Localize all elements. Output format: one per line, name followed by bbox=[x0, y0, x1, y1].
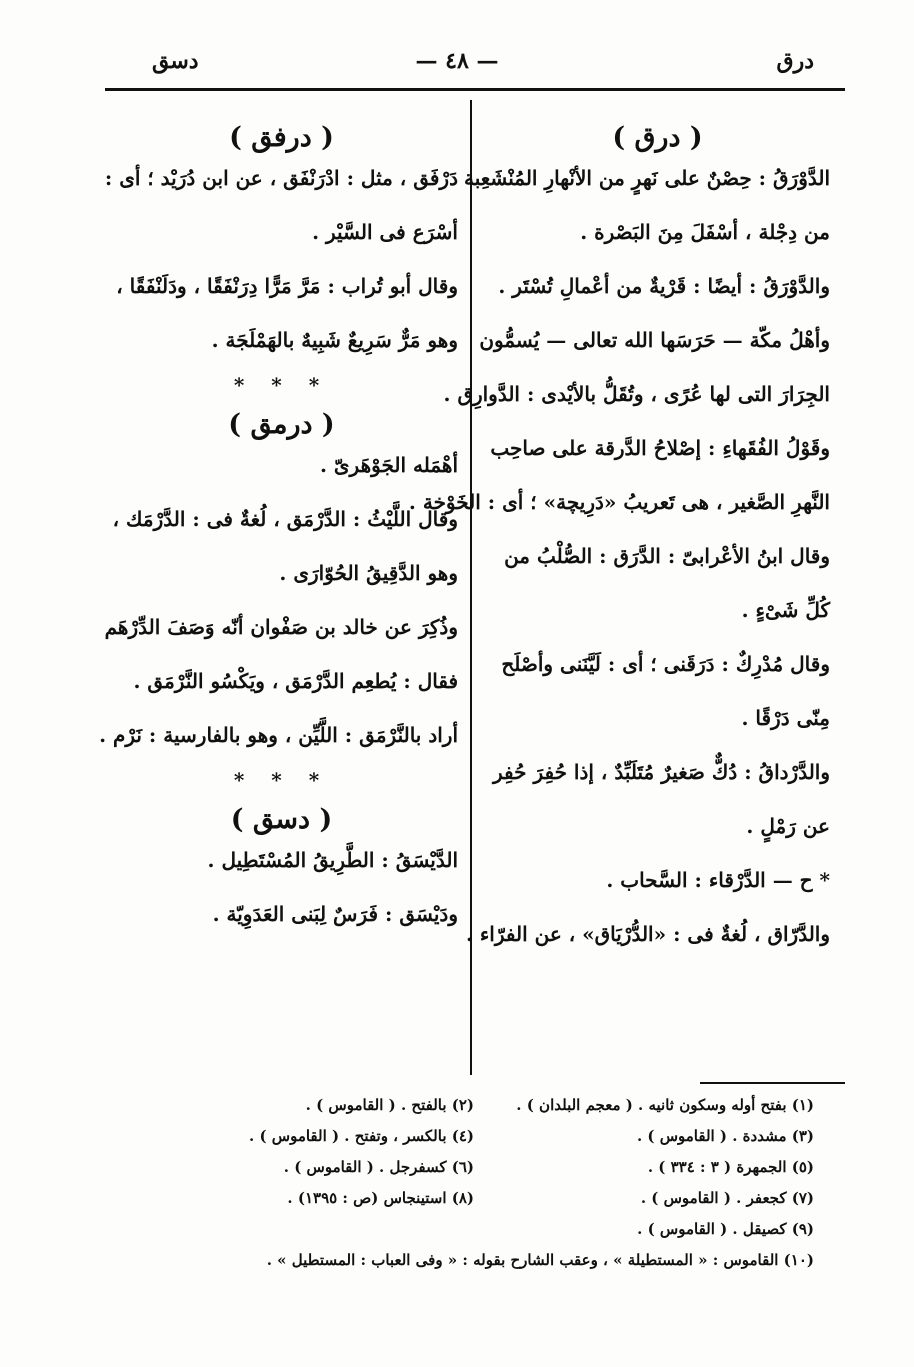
text-line: وأهْلُ مكّة — حَرَسَها الله تعالى — يُسمُّون bbox=[479, 328, 830, 352]
text-line: وقَوْلُ الفُقَهاءِ : إصْلاحُ الدَّرقة على صاحِب bbox=[490, 436, 830, 460]
page-number: — ٤٨ — bbox=[415, 48, 499, 74]
footnote-10: (١٠) القاموس : « المستطيلة » ، وعقب الشارح بقوله : « وفى العباب : المستطيل » . bbox=[266, 1251, 814, 1269]
footnote-4: (٤) بالكسر ، وتفتح . ( القاموس ) . bbox=[249, 1127, 474, 1145]
footnote-8: (٨) استينجاس (ص : ١٣٩٥) . bbox=[287, 1189, 474, 1207]
header-rule bbox=[105, 88, 845, 91]
entry-heading: ( درمق ) bbox=[228, 409, 335, 440]
text-line: أسْرَع فى السَّيْر . bbox=[312, 220, 458, 244]
text-line: أهْمَله الجَوْهَرىّ . bbox=[319, 453, 458, 477]
left-column bbox=[99, 118, 458, 953]
section-separator: * * * bbox=[233, 768, 330, 792]
footnote-rule bbox=[700, 1082, 845, 1084]
text-line: وقال اللَّيْثُ : الدَّرْمَق ، لُغةٌ فى : الدَّرْمَك ، bbox=[112, 507, 458, 531]
text-line: أراد بالنَّرْمَق : اللَّيِّن ، وهو بالفارسية : نَرْم . bbox=[99, 723, 458, 747]
footnote-9: (٩) كصيقل . ( القاموس ) . bbox=[637, 1220, 814, 1238]
footnote-2: (٢) بالفتح . ( القاموس ) . bbox=[305, 1096, 474, 1114]
text-line: دَرْفَق ، مثل : ادْرَنْفَق ، عن ابن دُرَيْد ؛ أى : bbox=[104, 166, 458, 190]
text-line: مِنّى دَرْقًا . bbox=[741, 706, 830, 730]
text-line: * ح — الدَّرْقاء : السَّحاب . bbox=[606, 868, 830, 892]
running-head-left: دسق bbox=[152, 48, 199, 74]
running-head-right: درق bbox=[776, 48, 814, 74]
text-line: وهو مَرٌّ سَرِيعٌ شَبِيهٌ بالهَمْلَجَة . bbox=[211, 328, 458, 352]
text-line: النَّهرِ الصَّغير ، هى تَعريبُ «دَرِيچة» ؛ أى : الخَوْخة . bbox=[408, 490, 830, 514]
entry-heading: ( درق ) bbox=[612, 122, 703, 153]
text-line: فقال : يُطعِم الدَّرْمَق ، ويَكْسُو النَّرْمَق . bbox=[133, 669, 458, 693]
footnote-3: (٣) مشددة . ( القاموس ) . bbox=[636, 1127, 814, 1145]
footnote-6: (٦) كسفرجل . ( القاموس ) . bbox=[283, 1158, 474, 1176]
text-line: وقال مُدْرِكٌ : دَرَقَنى ؛ أى : لَيَّنَنى وأصْلَح bbox=[501, 652, 830, 676]
text-line: والدَّرّاق ، لُغةٌ فى : «الدُّرْيَاق» ، عن الفرّاء . bbox=[465, 922, 830, 946]
text-line: وذُكِرَ عن خالد بن صَفْوان أنّه وَصَفَ الدِّرْهَم bbox=[104, 615, 458, 639]
text-line: الجِرَارَ التى لها عُرًى ، وتُقَلُّ بالأيْدى : الدَّوارِق . bbox=[443, 382, 830, 406]
text-line: وقال ابنُ الأعْرابىّ : الدَّرَق : الصُّلْبُ من bbox=[504, 544, 830, 568]
text-line: من دِجْلة ، أسْفَلَ مِنَ البَصْرة . bbox=[580, 220, 830, 244]
footnote-1: (١) بفتح أوله وسكون ثانيه . ( معجم البلدان ) . bbox=[516, 1096, 814, 1114]
entry-heading: ( درفق ) bbox=[229, 122, 334, 153]
right-column bbox=[408, 118, 830, 973]
text-line: وهو الدَّقِيقُ الحُوّارَى . bbox=[279, 561, 458, 585]
text-line: الدَّوْرَقُ : حِصْنٌ على نَهرٍ من الأنْهارِ المُنْشَعِبة bbox=[463, 166, 830, 190]
text-line: كُلِّ شَىْءٍ . bbox=[741, 598, 830, 622]
entry-heading: ( دسق ) bbox=[230, 804, 333, 835]
text-line: عن رَمْلٍ . bbox=[746, 814, 830, 838]
text-line: وقال أبو تُراب : مَرَّ مَرًّا دِرَنْفَقًا ، ودَلَنْفَقًا ، bbox=[116, 274, 458, 298]
footnote-7: (٧) كجعفر . ( القاموس ) . bbox=[640, 1189, 814, 1207]
text-line: ودَيْسَق : فَرَسٌ لِبَنى العَدَوِيّة . bbox=[212, 902, 458, 926]
section-separator: * * * bbox=[233, 373, 330, 397]
text-line: والدَّرْداقُ : دُكٌّ صَغيرٌ مُتَلَبِّدٌ ، إذا حُفِرَ حُفِر bbox=[492, 760, 830, 784]
text-line: الدَّيْسَقُ : الطَّرِيقُ المُسْتَطِيل . bbox=[207, 848, 458, 872]
text-line: والدَّوْرَقُ : أيضًا : قَرْيةٌ من أعْمالِ تُسْتَر . bbox=[498, 274, 830, 298]
footnote-5: (٥) الجمهرة ( ٣ : ٣٣٤ ) . bbox=[647, 1158, 814, 1176]
